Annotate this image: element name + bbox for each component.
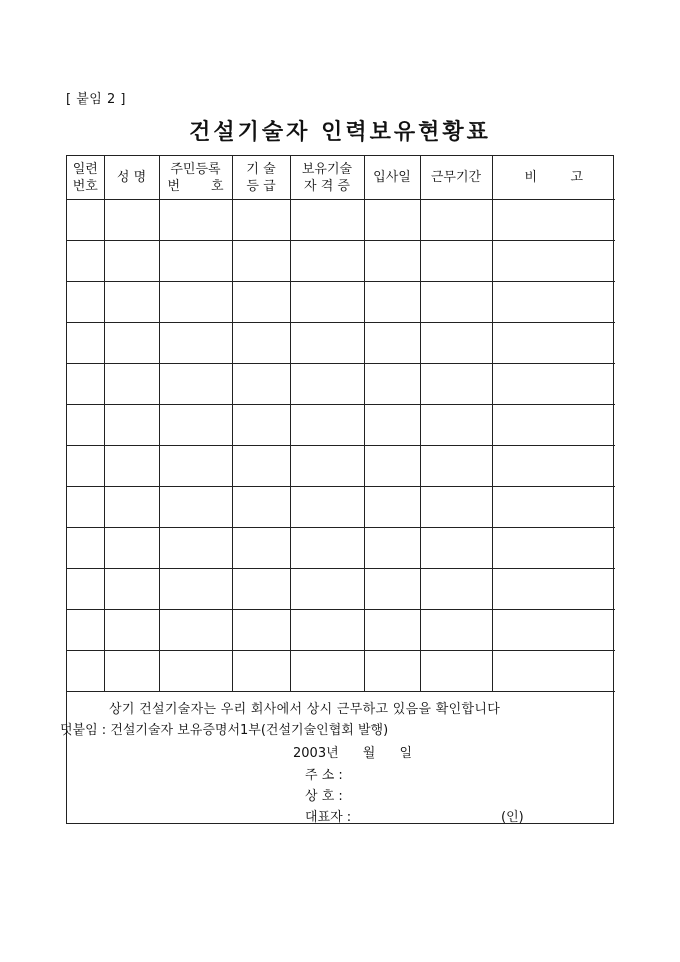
table-row: [67, 323, 615, 364]
table-cell[interactable]: [420, 241, 492, 282]
table-cell[interactable]: [492, 487, 615, 528]
table-cell[interactable]: [104, 487, 159, 528]
address-label: 주 소 :: [305, 768, 343, 783]
table-cell[interactable]: [159, 487, 232, 528]
table-cell[interactable]: [67, 610, 104, 651]
table-cell[interactable]: [364, 487, 420, 528]
table-row: [67, 651, 615, 692]
table-row: [67, 364, 615, 405]
table-cell[interactable]: [420, 405, 492, 446]
table-cell[interactable]: [364, 446, 420, 487]
table-cell[interactable]: [420, 569, 492, 610]
table-cell[interactable]: [290, 651, 364, 692]
table-cell[interactable]: [104, 323, 159, 364]
table-cell[interactable]: [159, 364, 232, 405]
table-cell[interactable]: [492, 610, 615, 651]
table-cell[interactable]: [232, 651, 290, 692]
table-cell[interactable]: [492, 569, 615, 610]
table-cell[interactable]: [104, 241, 159, 282]
table-cell[interactable]: [232, 364, 290, 405]
table-cell[interactable]: [290, 241, 364, 282]
header-certificate: 보유기술 자 격 증: [290, 156, 364, 200]
table-cell[interactable]: [492, 446, 615, 487]
table-cell[interactable]: [159, 323, 232, 364]
table-cell[interactable]: [364, 610, 420, 651]
table-header-row: [67, 156, 615, 200]
address-line: [305, 764, 365, 783]
date-year: 2003년: [293, 746, 339, 761]
company-label: 상 호 :: [305, 789, 343, 804]
staff-table: [67, 156, 615, 692]
table-cell[interactable]: [290, 405, 364, 446]
table-cell[interactable]: [364, 364, 420, 405]
header-resident-number: 주민등록 번 호: [159, 156, 232, 200]
table-cell[interactable]: [290, 610, 364, 651]
table-cell[interactable]: [420, 200, 492, 241]
table-cell[interactable]: [67, 200, 104, 241]
table-cell[interactable]: [159, 651, 232, 692]
table-cell[interactable]: [290, 200, 364, 241]
table-cell[interactable]: [67, 487, 104, 528]
enclosure-note: 덧붙임 : 건설기술자 보유증명서1부(건설기술인협회 발행): [60, 723, 389, 738]
table-cell[interactable]: [290, 569, 364, 610]
table-cell[interactable]: [232, 323, 290, 364]
table-cell[interactable]: [159, 241, 232, 282]
attachment-label: [ 붙임 2 ]: [66, 92, 126, 107]
table-cell[interactable]: [364, 241, 420, 282]
table-cell[interactable]: [159, 200, 232, 241]
representative-line: [305, 806, 365, 825]
table-cell[interactable]: [67, 364, 104, 405]
date-day: 일: [399, 746, 413, 761]
table-cell[interactable]: [492, 200, 615, 241]
table-cell[interactable]: [364, 282, 420, 323]
table-cell[interactable]: [420, 528, 492, 569]
table-cell[interactable]: [159, 446, 232, 487]
table-cell[interactable]: [104, 569, 159, 610]
confirmation-statement: 상기 건설기술자는 우리 회사에서 상시 근무하고 있음을 확인합니다: [109, 702, 501, 717]
table-cell[interactable]: [290, 323, 364, 364]
header-work-period: 근무기간: [420, 156, 492, 200]
table-cell[interactable]: [159, 405, 232, 446]
table-cell[interactable]: [232, 569, 290, 610]
table-cell[interactable]: [232, 405, 290, 446]
table-cell[interactable]: [67, 569, 104, 610]
table-cell[interactable]: [290, 446, 364, 487]
table-cell[interactable]: [492, 282, 615, 323]
table-cell[interactable]: [67, 651, 104, 692]
table-cell[interactable]: [159, 528, 232, 569]
table-cell[interactable]: [67, 282, 104, 323]
table-cell[interactable]: [492, 528, 615, 569]
table-cell[interactable]: [290, 528, 364, 569]
table-cell[interactable]: [420, 282, 492, 323]
header-technical-grade: 기 술 등 급: [232, 156, 290, 200]
table-cell[interactable]: [104, 651, 159, 692]
header-remarks: 비 고: [492, 156, 615, 200]
table-cell[interactable]: [67, 446, 104, 487]
table-cell[interactable]: [364, 528, 420, 569]
table-cell[interactable]: [290, 282, 364, 323]
table-row: [67, 446, 615, 487]
table-cell[interactable]: [159, 569, 232, 610]
table-cell[interactable]: [492, 405, 615, 446]
table-row: [67, 282, 615, 323]
table-cell[interactable]: [104, 446, 159, 487]
table-cell[interactable]: [364, 200, 420, 241]
table-cell[interactable]: [232, 282, 290, 323]
table-cell[interactable]: [290, 364, 364, 405]
table-cell[interactable]: [232, 487, 290, 528]
table-row: [67, 200, 615, 241]
document-title: 건설기술자 인력보유현황표: [189, 119, 491, 145]
table-cell[interactable]: [104, 200, 159, 241]
table-cell[interactable]: [67, 528, 104, 569]
table-cell[interactable]: [232, 241, 290, 282]
table-cell[interactable]: [67, 241, 104, 282]
table-cell[interactable]: [104, 528, 159, 569]
table-cell[interactable]: [67, 405, 104, 446]
table-cell[interactable]: [492, 323, 615, 364]
table-cell[interactable]: [420, 651, 492, 692]
table-cell[interactable]: [364, 569, 420, 610]
staff-status-sheet: [60, 155, 614, 825]
table-cell[interactable]: [420, 446, 492, 487]
table-cell[interactable]: [420, 487, 492, 528]
table-row: [67, 610, 615, 651]
table-cell[interactable]: [232, 610, 290, 651]
table-cell[interactable]: [420, 364, 492, 405]
table-cell[interactable]: [104, 610, 159, 651]
table-cell[interactable]: [420, 323, 492, 364]
table-row: [67, 487, 615, 528]
representative-label: 대표자 :: [305, 810, 352, 825]
header-name: 성 명: [104, 156, 159, 200]
date-line: [293, 742, 432, 761]
table-cell[interactable]: [492, 651, 615, 692]
header-serial-number: 일련 번호: [67, 156, 104, 200]
table-row: [67, 528, 615, 569]
table-cell[interactable]: [364, 651, 420, 692]
table-cell[interactable]: [232, 528, 290, 569]
date-month: 월: [362, 746, 376, 761]
table-row: [67, 241, 615, 282]
header-hire-date: 입사일: [364, 156, 420, 200]
table-cell[interactable]: [492, 364, 615, 405]
table-cell[interactable]: [104, 405, 159, 446]
table-cell[interactable]: [67, 323, 104, 364]
company-line: [305, 785, 365, 804]
table-row: [67, 569, 615, 610]
table-cell[interactable]: [232, 200, 290, 241]
table-cell[interactable]: [364, 405, 420, 446]
table-cell[interactable]: [290, 487, 364, 528]
table-cell[interactable]: [104, 364, 159, 405]
table-cell[interactable]: [492, 241, 615, 282]
table-cell[interactable]: [159, 282, 232, 323]
table-cell[interactable]: [420, 610, 492, 651]
table-cell[interactable]: [159, 610, 232, 651]
confirmation-section: [60, 692, 613, 825]
table-cell[interactable]: [364, 323, 420, 364]
table-cell[interactable]: [104, 282, 159, 323]
table-row: [67, 405, 615, 446]
table-cell[interactable]: [232, 446, 290, 487]
seal-mark: (인): [501, 810, 524, 825]
